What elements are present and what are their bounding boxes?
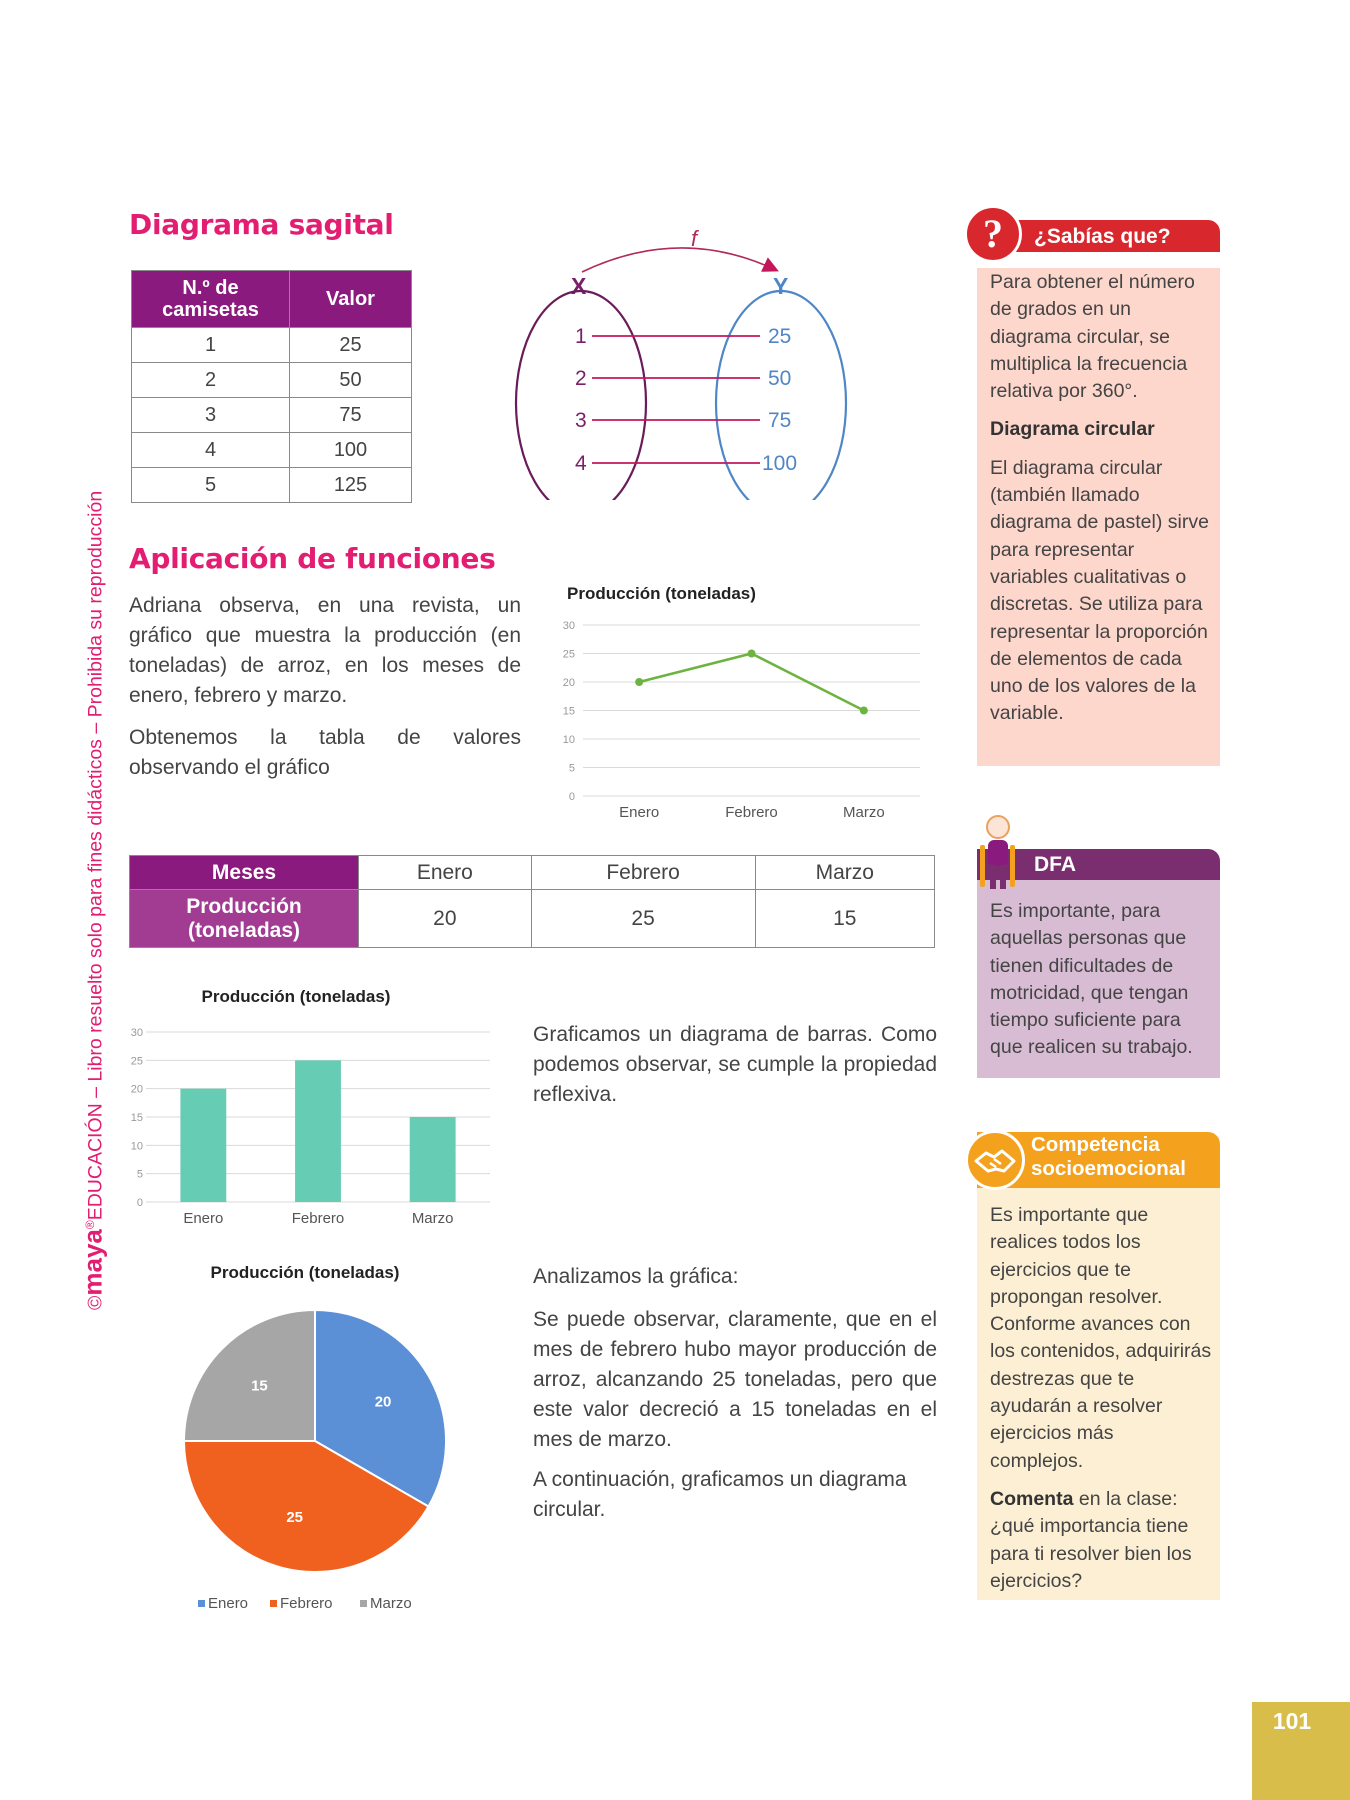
x-tick-label: Marzo [842, 804, 885, 821]
x-tick-label: Enero [619, 804, 660, 821]
question-icon: ? [964, 205, 1022, 263]
table-cell: 2 [132, 363, 290, 398]
y-tick-label: 15 [562, 705, 575, 718]
competencia-title [1031, 1133, 1186, 1181]
slice-label: 25 [286, 1508, 304, 1526]
dfa-text: Es importante, para aquellas personas que tienen dificultades de motricidad, que tengan tiempo suficiente para que realicen su trabajo. [990, 900, 1193, 1059]
comenta-rest: en la clase: ¿qué importancia tiene para ti resolver bien los ejercicios? [990, 1487, 1192, 1592]
sabias-paragraph-2: El diagrama circular (también llamado diagrama de pastel) sirve para representar variables cualitativas o discretas. Se utiliza para representar la proporción de elementos de cada uno de los valores de la variable. [990, 456, 1209, 725]
f-label: f [691, 226, 698, 251]
table-cell: 25 [290, 328, 412, 363]
function-arrow [582, 248, 776, 272]
y-tick-label: 10 [130, 1140, 143, 1153]
header-camisetas: N.º de camisetas [132, 271, 290, 328]
bar-chart [128, 980, 498, 1235]
vertical-credit [74, 460, 106, 1310]
y-element: 100 [762, 452, 798, 475]
copyright-symbol: © [84, 1295, 107, 1310]
table-cell: 1 [132, 328, 290, 363]
y-tick-label: 5 [568, 762, 575, 775]
bar-chart-description: Graficamos un diagrama de barras. Como podemos observar, se cumple la propiedad reflexiva. [533, 1023, 937, 1106]
legend-swatch [198, 1600, 205, 1607]
bar [295, 1060, 341, 1202]
comenta-bold: Comenta [990, 1487, 1074, 1510]
pie-chart [160, 1256, 460, 1616]
camisetas-table [131, 270, 412, 503]
y-tick-label: 30 [562, 620, 575, 632]
analysis-closing: A continuación, graficamos un diagrama circular. [533, 1468, 907, 1521]
credit-text: EDUCACIÓN – Libro resuelto solo para fines didácticos – Prohibida su reproducción [84, 490, 107, 1221]
x-element: 3 [575, 409, 587, 432]
accessibility-icon [972, 815, 1020, 891]
header-produccion: Producción (toneladas) [130, 890, 359, 948]
dfa-title: DFA [1034, 853, 1076, 876]
data-point [635, 678, 643, 686]
y-tick-label: 25 [562, 648, 575, 661]
x-tick-label: Febrero [291, 1210, 345, 1227]
page-number-box [1252, 1702, 1350, 1800]
y-tick-label: 20 [562, 677, 575, 689]
competencia-paragraph-1: Es importante que realices todos los ejercicios que te propongan resolver. Conforme avances con los contenidos, adquirirás destrezas que te ayudarán a resolver ejercicios más complejos. [990, 1204, 1212, 1472]
sagittal-diagram [500, 220, 870, 500]
x-tick-label: Marzo [411, 1210, 454, 1227]
table-cell: 75 [290, 398, 412, 433]
y-element: 50 [768, 367, 792, 390]
x-tick-label: Febrero [725, 804, 778, 821]
header-meses: Meses [130, 856, 359, 890]
chart-title: Producción (toneladas) [201, 987, 391, 1006]
month-cell: Enero [359, 856, 532, 890]
y-tick-label: 10 [562, 734, 575, 746]
legend-swatch [270, 1600, 277, 1607]
legend-label: Marzo [370, 1595, 412, 1612]
y-tick-label: 0 [136, 1197, 143, 1209]
value-cell: 15 [755, 890, 934, 948]
x-element: 2 [575, 367, 587, 390]
competencia-paragraph-2 [990, 1486, 1212, 1595]
handshake-icon [965, 1130, 1025, 1190]
table-cell: 3 [132, 398, 290, 433]
x-element: 4 [575, 452, 587, 475]
data-point [860, 707, 868, 715]
line-chart [555, 577, 935, 827]
competencia-title-line-2: socioemocional [1031, 1157, 1186, 1180]
set-x-label: X [571, 273, 587, 299]
analysis-intro: Analizamos la gráfica: [533, 1265, 739, 1288]
aplicacion-paragraph-1: Adriana observa, en una revista, un gráfico que muestra la producción (en toneladas) de arroz, en los meses de enero, febrero y marzo. [129, 594, 521, 707]
data-point [748, 650, 756, 658]
table-cell: 100 [290, 433, 412, 468]
bar [180, 1089, 226, 1202]
competencia-title-line-1: Competencia [1031, 1133, 1160, 1156]
y-tick-label: 0 [568, 791, 575, 803]
y-element: 25 [768, 325, 792, 348]
chart-title: Producción (toneladas) [210, 1263, 400, 1282]
aplicacion-paragraph-2: Obtenemos la tabla de valores observando el gráfico [129, 726, 521, 779]
x-tick-label: Enero [183, 1210, 224, 1227]
table-cell: 5 [132, 468, 290, 503]
production-table [129, 855, 935, 948]
y-element: 75 [768, 409, 792, 432]
section-title-sagital: Diagrama sagital [129, 208, 394, 241]
section-title-aplicacion: Aplicación de funciones [129, 542, 496, 575]
y-tick-label: 20 [130, 1083, 143, 1096]
sabias-paragraph-1: Para obtener el número de grados en un diagrama circular, se multiplica la frecuencia relativa por 360°. [990, 271, 1195, 403]
header-valor: Valor [290, 271, 412, 328]
month-cell: Febrero [531, 856, 755, 890]
page-number: 101 [1272, 1708, 1312, 1734]
brand-logo: maya [77, 1229, 108, 1296]
slice-label: 15 [251, 1377, 268, 1395]
competencia-content [990, 1202, 1212, 1595]
legend-swatch [360, 1600, 367, 1607]
table-cell: 50 [290, 363, 412, 398]
registered-symbol: ® [83, 1220, 97, 1230]
table-cell: 4 [132, 433, 290, 468]
sabias-subtitle: Diagrama circular [990, 418, 1155, 441]
legend-label: Febrero [280, 1595, 333, 1612]
month-cell: Marzo [755, 856, 934, 890]
sabias-content [990, 269, 1212, 728]
legend-label: Enero [208, 1595, 249, 1612]
value-cell: 20 [359, 890, 532, 948]
analysis-paragraph: Se puede observar, claramente, que en el mes de febrero hubo mayor producción de arroz, alcanzando 25 toneladas, pero que este valor decreció a 15 toneladas en el mes de marzo. [533, 1308, 937, 1451]
y-tick-label: 30 [130, 1027, 143, 1039]
table-cell: 125 [290, 468, 412, 503]
pie-slice [184, 1310, 315, 1441]
value-cell: 25 [531, 890, 755, 948]
y-tick-label: 25 [130, 1055, 143, 1068]
bar [410, 1117, 456, 1202]
y-tick-label: 5 [136, 1168, 143, 1181]
slice-label: 20 [374, 1393, 392, 1411]
sabias-title: ¿Sabías que? [1034, 225, 1171, 248]
set-y-label: Y [773, 273, 789, 299]
chart-title: Producción (toneladas) [567, 584, 756, 603]
y-tick-label: 15 [130, 1112, 143, 1124]
x-element: 1 [575, 325, 587, 348]
